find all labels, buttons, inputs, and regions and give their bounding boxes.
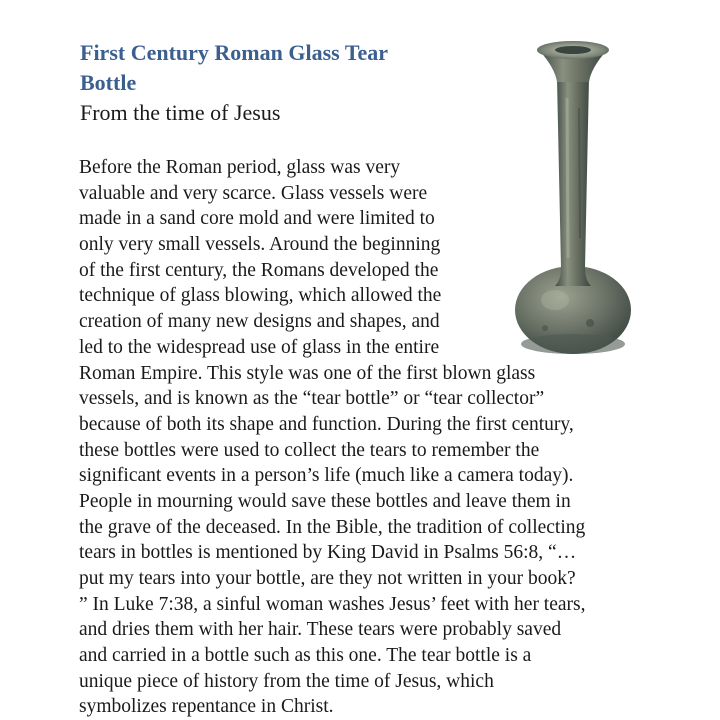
body-line: made in a sand core mold and were limited to [79,208,435,230]
body-line: tears in bottles is mentioned by King David in Psalms 56:8, “… [79,542,577,564]
body-line: People in mourning would save these bottles and leave them in [79,490,571,512]
page-title [80,38,460,98]
body-line: of the first century, the Romans developed the [79,259,439,281]
title-line-1: First Century Roman Glass Tear [80,40,388,65]
body-line: put my tears into your bottle, are they not written in your book? [79,568,576,589]
body-line: because of both its shape and function. During the first century, [79,413,574,435]
body-line: Before the Roman period, glass was very [79,157,401,178]
body-line: the grave of the deceased. In the Bible, the tradition of collecting [79,516,586,538]
body-line: these bottles were used to collect the tears to remember the [79,439,540,461]
body-line: and dries them with her hair. These tears were probably saved [79,619,562,641]
tear-bottle-image [505,38,645,360]
body-line: unique piece of history from the time of Jesus, which [79,670,494,692]
body-line: technique of glass blowing, which allowed the [79,285,442,307]
body-line: symbolizes repentance in Christ. [79,696,334,718]
body-line: Roman Empire. This style was one of the first blown glass [79,362,536,384]
body-line: and carried in a bottle such as this one. The tear bottle is a [79,645,532,667]
body-line: valuable and very scarce. Glass vessels were [79,182,428,204]
body-line: significant events in a person’s life (much like a camera today). [79,465,574,487]
body-line: only very small vessels. Around the beginning [79,234,441,256]
body-line: led to the widespread use of glass in the entire [79,336,440,358]
page-subtitle: From the time of Jesus [80,100,281,125]
body-line: ” In Luke 7:38, a sinful woman washes Jesus’ feet with her tears, [79,593,586,615]
body-line: creation of many new designs and shapes, and [79,311,440,333]
body-line: vessels, and is known as the “tear bottle” or “tear collector” [79,388,545,410]
title-line-2: Bottle [80,70,137,95]
